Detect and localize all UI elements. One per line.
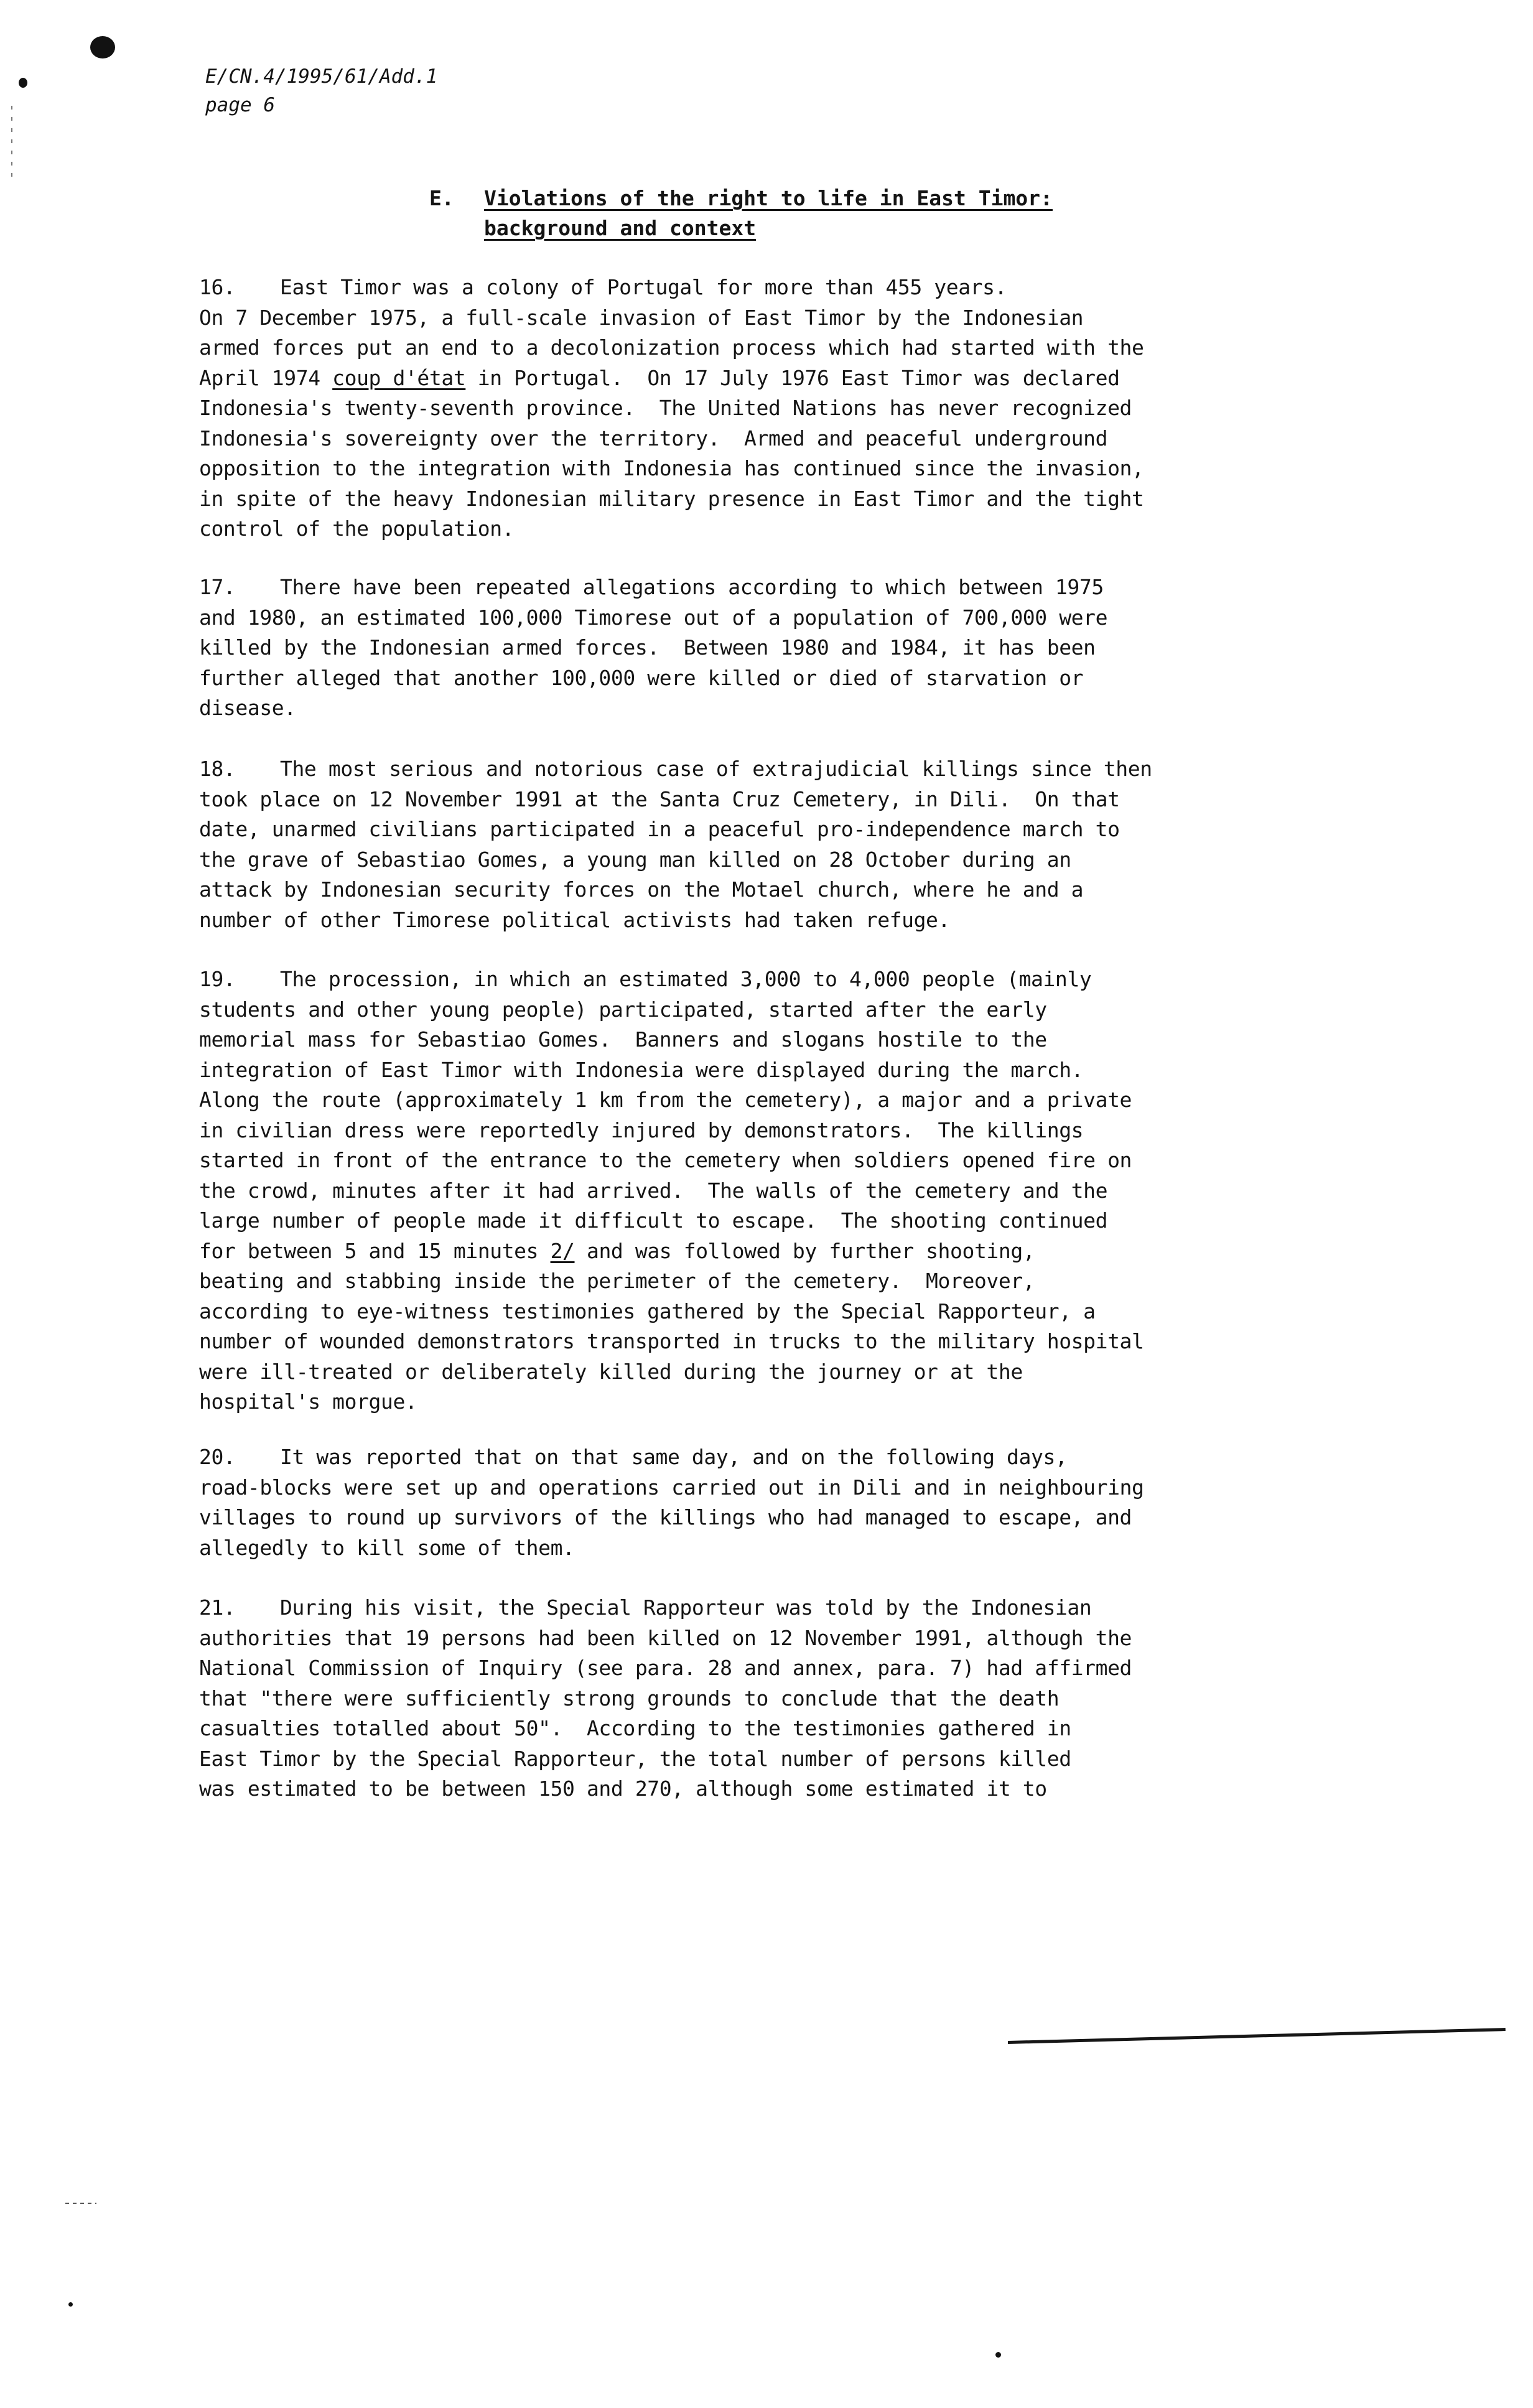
paragraph-19 xyxy=(199,964,1381,1417)
paragraph-20 xyxy=(199,1442,1381,1563)
paragraph-number: 18. xyxy=(199,757,236,781)
paragraph-line: date, unarmed civilians participated in a peaceful pro-independence march to xyxy=(199,817,1120,841)
paragraph-line: The most serious and notorious case of extrajudicial killings since then xyxy=(280,757,1152,781)
paragraph-line: the grave of Sebastiao Gomes, a young man killed on 28 October during an xyxy=(199,847,1071,872)
document-header xyxy=(205,62,437,119)
section-title-line1: Violations of the right to life in East Timor: xyxy=(484,186,1053,210)
paragraph-number: 19. xyxy=(199,967,236,991)
paragraph-line: large number of people made it difficult to escape. The shooting continued xyxy=(199,1208,1108,1233)
paragraph-line: East Timor by the Special Rapporteur, the total number of persons killed xyxy=(199,1746,1071,1771)
paragraph-line: casualties totalled about 50". According to the testimonies gathered in xyxy=(199,1716,1071,1740)
paragraph-line: control of the population. xyxy=(199,516,515,541)
page-number: page 6 xyxy=(205,94,275,116)
paragraph-number: 17. xyxy=(199,575,236,599)
scan-margin-marks xyxy=(65,2203,96,2204)
paragraph-line: authorities that 19 persons had been killed on 12 November 1991, although the xyxy=(199,1625,1132,1650)
paragraph-line: attack by Indonesian security forces on the Motael church, where he and a xyxy=(199,877,1084,902)
document-symbol: E/CN.4/1995/61/Add.1 xyxy=(205,65,438,88)
paragraph-line: villages to round up survivors of the killings who had managed to escape, and xyxy=(199,1505,1132,1529)
paragraph-line: for between 5 and 15 minutes xyxy=(199,1238,551,1263)
paragraph-line: in Portugal. On 17 July 1976 East Timor was declared xyxy=(465,365,1120,390)
paragraph-18 xyxy=(199,754,1381,935)
paragraph-line: Indonesia's sovereignty over the territory. Armed and peaceful underground xyxy=(199,426,1108,450)
paragraph-line: hospital's morgue. xyxy=(199,1389,417,1414)
punch-hole-mark xyxy=(90,36,115,58)
paragraph-number: 21. xyxy=(199,1595,236,1620)
paragraph-line: There have been repeated allegations according to which between 1975 xyxy=(280,575,1104,599)
paragraph-line: On 7 December 1975, a full-scale invasion of East Timor by the Indonesian xyxy=(199,305,1084,330)
paragraph-line: in civilian dress were reportedly injured by demonstrators. The killings xyxy=(199,1118,1084,1142)
paragraph-line: disease. xyxy=(199,696,296,720)
paragraph-line: and was followed by further shooting, xyxy=(574,1238,1035,1263)
scan-speck xyxy=(68,2302,73,2307)
scan-speck xyxy=(995,2352,1001,2358)
paragraph-line: took place on 12 November 1991 at the Santa Cruz Cemetery, in Dili. On that xyxy=(199,786,1120,811)
paragraph-line: allegedly to kill some of them. xyxy=(199,1535,575,1560)
paragraph-number: 16. xyxy=(199,275,236,299)
scan-speck xyxy=(19,78,27,88)
footnote-reference[interactable]: 2/ xyxy=(550,1238,575,1263)
paragraph-line: started in front of the entrance to the cemetery when soldiers opened fire on xyxy=(199,1148,1132,1172)
scan-margin-marks xyxy=(11,106,12,180)
paragraph-17 xyxy=(199,572,1381,724)
paragraph-line: road-blocks were set up and operations carried out in Dili and in neighbouring xyxy=(199,1475,1144,1500)
paragraph-line: National Commission of Inquiry (see para. 28 and annex, para. 7) had affirmed xyxy=(199,1656,1132,1680)
paragraph-line: April 1974 xyxy=(199,365,333,390)
paragraph-21 xyxy=(199,1593,1381,1804)
section-heading xyxy=(429,184,1053,243)
paragraph-line: beating and stabbing inside the perimeter of the cemetery. Moreover, xyxy=(199,1269,1035,1293)
paragraph-line: were ill-treated or deliberately killed during the journey or at the xyxy=(199,1359,1023,1384)
paragraph-line: and 1980, an estimated 100,000 Timorese out of a population of 700,000 were xyxy=(199,605,1108,630)
paragraph-number: 20. xyxy=(199,1445,236,1469)
paragraph-line: was estimated to be between 150 and 270, although some estimated it to xyxy=(199,1776,1047,1801)
paragraph-line: opposition to the integration with Indonesia has continued since the invasion, xyxy=(199,456,1144,480)
paragraph-line: that "there were sufficiently strong grounds to conclude that the death xyxy=(199,1686,1060,1710)
paragraph-line: students and other young people) participated, started after the early xyxy=(199,997,1047,1022)
paragraph-line: Along the route (approximately 1 km from the cemetery), a major and a private xyxy=(199,1088,1132,1112)
paragraph-line: integration of East Timor with Indonesia were displayed during the march. xyxy=(199,1057,1084,1082)
paragraph-line: During his visit, the Special Rapporteur was told by the Indonesian xyxy=(280,1595,1092,1620)
paragraph-line: armed forces put an end to a decolonization process which had started with the xyxy=(199,335,1144,360)
paragraph-line: number of other Timorese political activists had taken refuge. xyxy=(199,907,950,932)
section-title-line2: background and context xyxy=(484,216,757,240)
paragraph-line: in spite of the heavy Indonesian military presence in East Timor and the tight xyxy=(199,486,1144,511)
paragraph-line: number of wounded demonstrators transported in trucks to the military hospital xyxy=(199,1329,1144,1353)
footnote-separator-rule xyxy=(1008,2028,1506,2044)
paragraph-line: East Timor was a colony of Portugal for more than 455 years. xyxy=(280,275,1007,299)
section-letter: E. xyxy=(429,186,454,210)
paragraph-line: the crowd, minutes after it had arrived. The walls of the cemetery and the xyxy=(199,1178,1108,1203)
paragraph-line: according to eye-witness testimonies gathered by the Special Rapporteur, a xyxy=(199,1299,1096,1323)
underlined-term: coup d'état xyxy=(332,365,466,390)
paragraph-line: memorial mass for Sebastiao Gomes. Banners and slogans hostile to the xyxy=(199,1027,1047,1052)
paragraph-line: It was reported that on that same day, and on the following days, xyxy=(280,1445,1068,1469)
paragraph-line: further alleged that another 100,000 were killed or died of starvation or xyxy=(199,665,1084,690)
paragraph-line: The procession, in which an estimated 3,000 to 4,000 people (mainly xyxy=(280,967,1092,991)
paragraph-16 xyxy=(199,273,1381,544)
paragraph-line: Indonesia's twenty-seventh province. The United Nations has never recognized xyxy=(199,396,1132,420)
paragraph-line: killed by the Indonesian armed forces. Between 1980 and 1984, it has been xyxy=(199,635,1096,660)
